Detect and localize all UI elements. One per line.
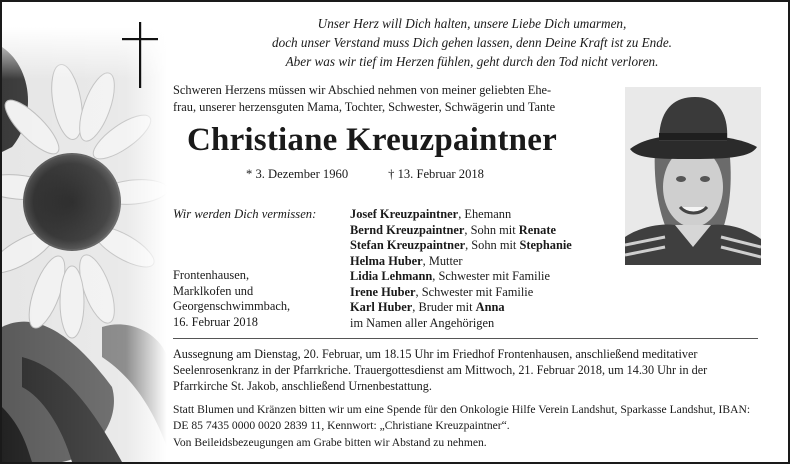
mourner-relation: , Sohn mit bbox=[465, 238, 520, 252]
mourners-heading: Wir werden Dich vermissen: bbox=[173, 207, 317, 221]
mourner-relation: , Mutter bbox=[422, 253, 463, 268]
condolence-note: Von Beileidsbezeugungen am Grabe bitten wir Abstand zu nehmen. bbox=[173, 436, 487, 449]
mourner-relation: , Bruder mit bbox=[412, 300, 476, 314]
donation-note: Statt Blumen und Kränzen bitten wir um eine Spende für den Onkologie Hilfe Verein Landshut, Sparkasse Landshut, IBAN: DE 85 7435 0000 0020 2839 11, Kennwort: „Christiane Kreuzpaintner“. bbox=[173, 403, 751, 432]
cross-icon bbox=[118, 20, 162, 90]
poem-line: Unser Herz will Dich halten, unsere Liebe Dich umarmen, bbox=[317, 16, 627, 31]
mourner-relation: , Ehemann bbox=[458, 207, 512, 221]
intro-line: frau, unserer herzensguten Mama, Tochter, Schwester, Schwägerin und Tante bbox=[173, 100, 556, 114]
portrait-photo bbox=[625, 87, 761, 265]
mourner-partner: Renate bbox=[518, 222, 556, 237]
mourner-row bbox=[350, 300, 572, 316]
mourner-row bbox=[350, 223, 572, 239]
intro-line: Schweren Herzens müssen wir Abschied nehmen von meiner geliebten Ehe- bbox=[173, 83, 552, 97]
mourner-name: Irene Huber bbox=[350, 284, 416, 299]
birth-date: * 3. Dezember 1960 bbox=[246, 167, 349, 181]
place-line: Georgenschwimmbach, bbox=[173, 299, 291, 313]
mourner-partner: Anna bbox=[475, 300, 505, 314]
place-line: 16. Februar 2018 bbox=[173, 314, 258, 329]
mourner-name: Helma Huber bbox=[350, 253, 423, 268]
place-line: Marklkofen und bbox=[173, 283, 254, 298]
mourner-relation: , Schwester mit Familie bbox=[432, 269, 550, 283]
mourner-row bbox=[350, 254, 572, 270]
life-dates bbox=[246, 167, 484, 182]
mourner-name: Lidia Lehmann bbox=[350, 269, 433, 283]
mourner-name: Josef Kreuzpaintner bbox=[350, 207, 459, 221]
mourner-row bbox=[350, 207, 572, 223]
mourner-row bbox=[350, 238, 572, 254]
mourner-relation: , Schwester mit Familie bbox=[415, 284, 534, 299]
mourner-relation: , Sohn mit bbox=[464, 222, 519, 237]
place-line: Frontenhausen, bbox=[173, 268, 250, 282]
sunflower-photo bbox=[2, 27, 167, 462]
divider bbox=[173, 338, 758, 339]
place-and-date bbox=[173, 268, 290, 330]
deceased-name: Christiane Kreuzpaintner bbox=[187, 122, 557, 158]
mourners-list bbox=[350, 207, 572, 331]
poem bbox=[192, 14, 752, 71]
mourner-name: Bernd Kreuzpaintner bbox=[350, 222, 465, 237]
mourner-relation: im Namen aller Angehörigen bbox=[350, 315, 495, 330]
mourner-name: Stefan Kreuzpaintner bbox=[350, 238, 466, 252]
mourner-row bbox=[350, 285, 572, 301]
intro-text bbox=[173, 82, 613, 116]
mourner-row bbox=[350, 269, 572, 285]
poem-line: Aber was wir tief im Herzen fühlen, geht durch den Tod nicht verloren. bbox=[285, 54, 659, 69]
mourner-name: Karl Huber bbox=[350, 300, 413, 314]
death-date: † 13. Februar 2018 bbox=[388, 167, 484, 181]
mourner-partner: Stephanie bbox=[519, 238, 572, 252]
mourner-row bbox=[350, 316, 572, 332]
poem-line: doch unser Verstand muss Dich gehen lassen, denn Deine Kraft ist zu Ende. bbox=[272, 35, 672, 50]
funeral-details: Aussegnung am Dienstag, 20. Februar, um 18.15 Uhr im Friedhof Frontenhausen, anschließend meditativer Seelenrosenkranz in der Pfarrkriche. Trauergottesdienst am Mittwoch, 21. Februar 2018, um 14.30 Uhr in der Pfarrkirche St. Jakob, anschließend Urnenbestattung. bbox=[173, 347, 708, 393]
